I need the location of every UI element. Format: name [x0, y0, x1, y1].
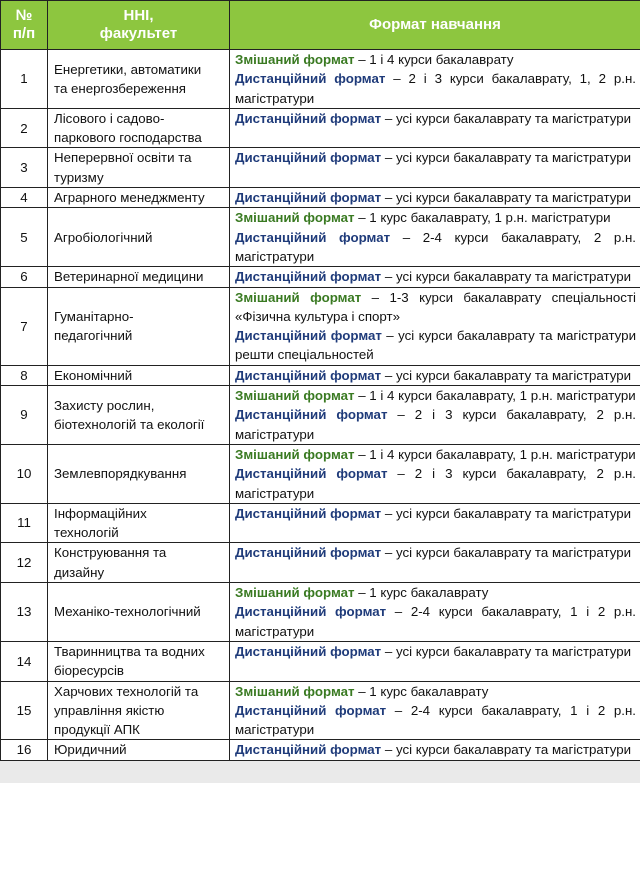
faculty-name-line: дизайну: [54, 564, 105, 580]
mixed-format-term: Змішаний формат: [235, 210, 355, 226]
row-number: 16: [1, 740, 48, 760]
header-faculty-line2: факультет: [99, 25, 178, 42]
distance-format-term: Дистанційний формат: [235, 643, 382, 659]
table-body: [1, 50, 640, 761]
row-number: 5: [1, 208, 48, 267]
distance-format-term: Дистанційний формат: [235, 150, 382, 166]
faculty-name-line: біоресурсів: [54, 663, 124, 679]
study-format: [230, 641, 640, 681]
study-format: [230, 386, 640, 445]
format-description: – усі курси бакалаврату та магістратури: [381, 545, 632, 561]
table-row: [1, 108, 640, 148]
format-description: – 1 курс бакалаврату: [354, 683, 489, 699]
distance-format-term: Дистанційний формат: [235, 328, 382, 344]
distance-format-term: Дистанційний формат: [235, 110, 382, 126]
faculty-name: [48, 386, 230, 445]
format-entry: [235, 405, 636, 444]
study-format: [230, 503, 640, 543]
faculty-name-line: біотехнологій та екології: [54, 416, 205, 432]
header-faculty-line1: ННІ,: [123, 7, 154, 24]
format-description: – 1 і 4 курси бакалаврату: [354, 52, 514, 67]
format-entry: [235, 642, 636, 661]
row-number: 1: [1, 50, 48, 109]
faculty-name-line: та енергозбереження: [54, 80, 186, 96]
table-row: [1, 444, 640, 503]
study-format: [230, 208, 640, 267]
format-description: – усі курси бакалаврату та магістратури: [381, 110, 632, 126]
faculty-name-line: Ветеринарної медицини: [54, 269, 204, 285]
distance-format-term: Дистанційний формат: [235, 190, 382, 206]
study-format: [230, 583, 640, 642]
distance-format-term: Дистанційний формат: [235, 466, 388, 482]
format-description: – 1 і 4 курси бакалаврату, 1 р.н. магістратури: [354, 388, 636, 404]
header-number: [1, 1, 48, 50]
format-description: – 2-4 курси бакалаврату, 1 і 2 р.н. магістратури: [235, 604, 636, 639]
faculty-name: [48, 148, 230, 188]
format-entry: [235, 740, 636, 759]
study-format: [230, 740, 640, 760]
table-row: [1, 50, 640, 109]
faculty-name-line: Аграрного менеджменту: [54, 190, 205, 206]
format-entry: [235, 69, 636, 108]
table-row: [1, 543, 640, 583]
table-row: [1, 503, 640, 543]
header-format: Формат навчання: [230, 1, 640, 50]
row-number: 7: [1, 287, 48, 365]
faculty-name-line: Харчових технологій та: [54, 683, 199, 699]
faculty-name-line: Механіко-технологічний: [54, 604, 201, 620]
format-entry: [235, 543, 636, 562]
format-description: – усі курси бакалаврату та магістратури: [381, 150, 632, 166]
study-format: [230, 267, 640, 287]
header-number-line2: п/п: [12, 25, 36, 42]
format-entry: [235, 326, 636, 365]
distance-format-term: Дистанційний формат: [235, 71, 386, 87]
row-number: 14: [1, 641, 48, 681]
row-number: 6: [1, 267, 48, 287]
table-row: [1, 386, 640, 445]
faculty-name-line: Лісового і садово-: [54, 110, 165, 126]
distance-format-term: Дистанційний формат: [235, 604, 387, 620]
distance-format-term: Дистанційний формат: [235, 742, 382, 758]
faculty-name: [48, 208, 230, 267]
faculty-name: [48, 365, 230, 385]
format-entry: [235, 583, 636, 602]
faculty-name: [48, 503, 230, 543]
format-entry: [235, 148, 636, 167]
study-format: [230, 681, 640, 740]
study-format: [230, 50, 640, 109]
row-number: 9: [1, 386, 48, 445]
format-description: – усі курси бакалаврату та магістратури: [381, 269, 632, 285]
format-description: – 2 і 3 курси бакалаврату, 2 р.н. магістратури: [235, 407, 636, 442]
study-format: [230, 148, 640, 188]
faculty-name-line: педагогічний: [54, 328, 133, 344]
faculty-name-line: Інформаційних: [54, 505, 147, 521]
format-description: – 1 курс бакалаврату, 1 р.н. магістратури: [354, 210, 611, 226]
faculty-name-line: Захисту рослин,: [54, 397, 155, 413]
format-entry: [235, 602, 636, 641]
table-row: [1, 583, 640, 642]
faculty-name-line: Енергетики, автоматики: [54, 61, 202, 77]
row-number: 8: [1, 365, 48, 385]
table-row: [1, 287, 640, 365]
format-description: – 2-4 курси бакалаврату, 2 р.н. магістратури: [235, 229, 636, 264]
faculty-name-line: технологій: [54, 525, 119, 541]
format-entry: [235, 188, 636, 207]
faculty-name-line: Землевпорядкування: [54, 466, 187, 482]
faculty-name: [48, 583, 230, 642]
table-row: [1, 740, 640, 760]
format-entry: [235, 228, 636, 267]
row-number: 12: [1, 543, 48, 583]
table-row: [1, 641, 640, 681]
study-format: [230, 108, 640, 148]
format-description: – 1 і 4 курси бакалаврату, 1 р.н. магістратури: [354, 446, 636, 462]
distance-format-term: Дистанційний формат: [235, 702, 387, 718]
mixed-format-term: Змішаний формат: [235, 446, 355, 462]
format-description: – усі курси бакалаврату та магістратури: [381, 367, 632, 383]
distance-format-term: Дистанційний формат: [235, 505, 382, 521]
faculty-name: [48, 287, 230, 365]
format-entry: [235, 386, 636, 405]
distance-format-term: Дистанційний формат: [235, 407, 388, 423]
faculty-name-line: туризму: [54, 169, 104, 185]
format-entry: [235, 267, 636, 286]
distance-format-term: Дистанційний формат: [235, 269, 382, 285]
header-number-line1: №: [15, 7, 33, 24]
faculty-name: [48, 108, 230, 148]
faculty-name-line: Тваринництва та водних: [54, 643, 205, 659]
faculty-name: [48, 740, 230, 760]
format-description: – 2 і 3 курси бакалаврату, 1, 2 р.н. магістратури: [235, 71, 636, 106]
distance-format-term: Дистанційний формат: [235, 367, 382, 383]
table-row: [1, 267, 640, 287]
format-description: – усі курси бакалаврату та магістратури решти спеціальностей: [235, 328, 636, 363]
format-entry: [235, 701, 636, 740]
table-row: [1, 681, 640, 740]
faculty-name: [48, 641, 230, 681]
faculty-name: [48, 681, 230, 740]
faculty-name-line: Агробіологічний: [54, 229, 153, 245]
row-number: 11: [1, 503, 48, 543]
format-entry: [235, 208, 636, 227]
faculty-name: [48, 188, 230, 208]
row-number: 2: [1, 108, 48, 148]
faculty-name-line: продукції АПК: [54, 722, 140, 738]
format-entry: [235, 288, 636, 327]
table-row: [1, 208, 640, 267]
format-description: – 1 курс бакалаврату: [354, 585, 489, 601]
format-description: – 2 і 3 курси бакалаврату, 2 р.н. магістратури: [235, 466, 636, 501]
faculty-name-line: управління якістю: [54, 702, 165, 718]
table-row: [1, 365, 640, 385]
study-format: [230, 543, 640, 583]
faculty-name-line: Економічний: [54, 367, 133, 383]
format-entry: [235, 504, 636, 523]
mixed-format-term: Змішаний формат: [235, 388, 355, 404]
table-header-row: [1, 1, 640, 50]
header-faculty: [48, 1, 230, 50]
format-entry: [235, 109, 636, 128]
format-entry: [235, 445, 636, 464]
format-entry: [235, 682, 636, 701]
row-number: 4: [1, 188, 48, 208]
distance-format-term: Дистанційний формат: [235, 545, 382, 561]
study-format: [230, 287, 640, 365]
table-row: [1, 188, 640, 208]
faculty-name: [48, 267, 230, 287]
format-description: – 2-4 курси бакалаврату, 1 і 2 р.н. магістратури: [235, 702, 636, 738]
row-number: 10: [1, 444, 48, 503]
row-number: 13: [1, 583, 48, 642]
mixed-format-term: Змішаний формат: [235, 683, 355, 699]
format-description: – усі курси бакалаврату та магістратури: [381, 505, 632, 521]
faculty-name-line: паркового господарства: [54, 130, 202, 146]
page-footer-band: [0, 761, 640, 783]
mixed-format-term: Змішаний формат: [235, 52, 355, 67]
format-description: – усі курси бакалаврату та магістратури: [381, 190, 632, 206]
distance-format-term: Дистанційний формат: [235, 229, 391, 245]
study-format: [230, 188, 640, 208]
faculty-name-line: Конструювання та: [54, 545, 167, 561]
row-number: 15: [1, 681, 48, 740]
study-format: [230, 444, 640, 503]
format-entry: [235, 366, 636, 385]
faculty-name: [48, 50, 230, 109]
faculty-name-line: Неперервної освіти та: [54, 150, 192, 166]
faculty-name-line: Юридичний: [54, 742, 127, 758]
faculty-name: [48, 444, 230, 503]
format-description: – 1-3 курси бакалаврату спеціальності «Фізична культура і спорт»: [235, 289, 636, 324]
mixed-format-term: Змішаний формат: [235, 585, 355, 601]
format-entry: [235, 50, 636, 69]
faculty-name: [48, 543, 230, 583]
mixed-format-term: Змішаний формат: [235, 289, 362, 305]
format-description: – усі курси бакалаврату та магістратури: [381, 643, 632, 659]
format-entry: [235, 464, 636, 503]
study-format: [230, 365, 640, 385]
faculty-name-line: Гуманітарно-: [54, 308, 134, 324]
format-description: – усі курси бакалаврату та магістратури: [381, 742, 632, 758]
row-number: 3: [1, 148, 48, 188]
table-row: [1, 148, 640, 188]
